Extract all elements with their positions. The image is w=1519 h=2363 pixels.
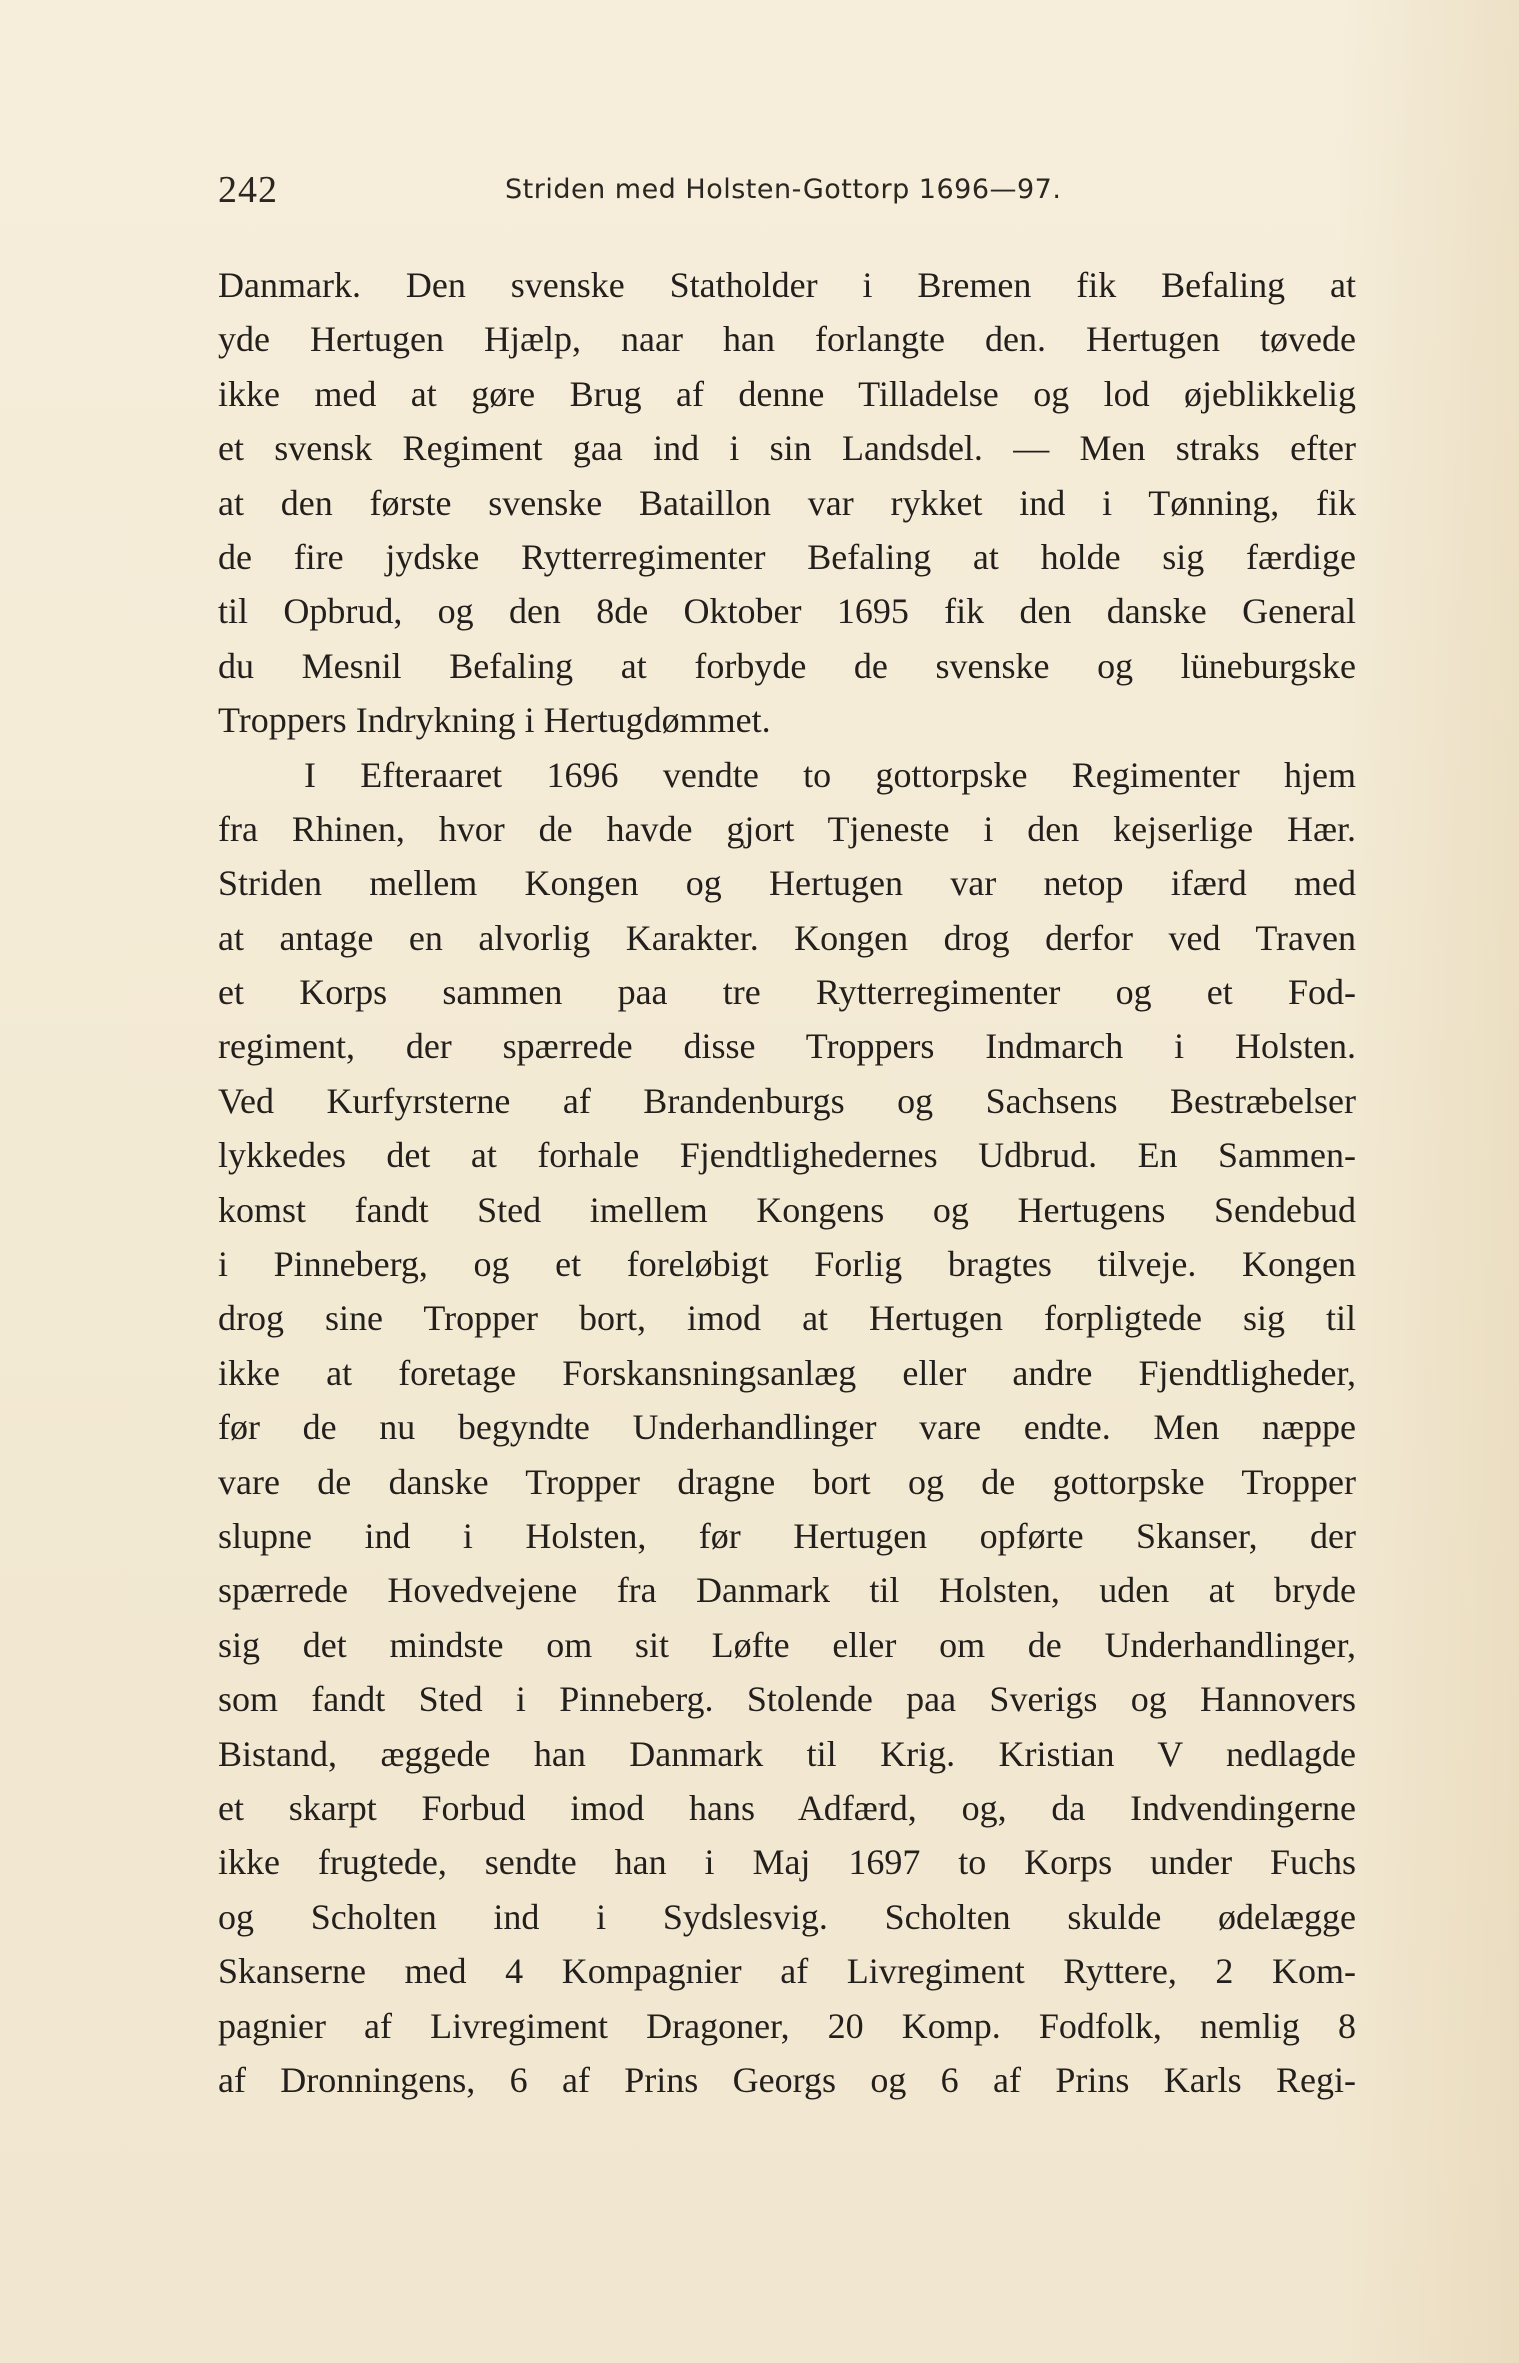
text-line: at antage en alvorlig Karakter. Kongen drog derfor ved Traven (218, 917, 1356, 958)
text-line: vare de danske Tropper dragne bort og de gottorpske Tropper (218, 1461, 1356, 1502)
text-line: drog sine Tropper bort, imod at Hertugen forpligtede sig til (218, 1298, 1356, 1339)
text-line: ikke med at gøre Brug af denne Tilladelse og lod øjeblikkelig (218, 373, 1356, 414)
text-line: sig det mindste om sit Løfte eller om de Underhandlinger, (218, 1624, 1356, 1665)
text-line: et Korps sammen paa tre Rytterregimenter og et Fod- (218, 972, 1356, 1013)
text-line: pagnier af Livregiment Dragoner, 20 Komp. Fodfolk, nemlig 8 (218, 2005, 1356, 2046)
text-line: før de nu begyndte Underhandlinger vare endte. Men næppe (218, 1407, 1356, 1448)
text-line: komst fandt Sted imellem Kongens og Hertugens Sendebud (218, 1189, 1356, 1230)
paragraph-start-line: I Efteraaret 1696 vendte to gottorpske Regimenter hjem (304, 754, 1356, 795)
text-line: Ved Kurfyrsterne af Brandenburgs og Sachsens Bestræbelser (218, 1080, 1356, 1121)
text-line: Striden mellem Kongen og Hertugen var netop ifærd med (218, 863, 1356, 904)
text-line: som fandt Sted i Pinneberg. Stolende paa Sverigs og Hannovers (218, 1679, 1356, 1720)
text-line: et skarpt Forbud imod hans Adfærd, og, da Indvendingerne (218, 1787, 1356, 1828)
text-line: lykkedes det at forhale Fjendtlighedernes Udbrud. En Sammen- (218, 1135, 1356, 1176)
text-line: yde Hertugen Hjælp, naar han forlangte den. Hertugen tøvede (218, 319, 1356, 360)
text-line: ikke at foretage Forskansningsanlæg eller andre Fjendtligheder, (218, 1352, 1356, 1393)
text-line: fra Rhinen, hvor de havde gjort Tjeneste i den kejserlige Hær. (218, 808, 1356, 849)
text-line: spærrede Hovedvejene fra Danmark til Holsten, uden at bryde (218, 1570, 1356, 1611)
text-line: af Dronningens, 6 af Prins Georgs og 6 af Prins Karls Regi- (218, 2059, 1356, 2100)
body-text (218, 258, 1356, 2107)
text-line: Skanserne med 4 Kompagnier af Livregiment Ryttere, 2 Kom- (218, 1951, 1356, 1992)
text-line: og Scholten ind i Sydslesvig. Scholten skulde ødelægge (218, 1896, 1356, 1937)
text-line: de fire jydske Rytterregimenter Befaling at holde sig færdige (218, 536, 1356, 577)
page-number: 242 (218, 169, 278, 211)
text-line: i Pinneberg, og et foreløbigt Forlig bragtes tilveje. Kongen (218, 1244, 1356, 1285)
text-line: et svensk Regiment gaa ind i sin Landsdel. — Men straks efter (218, 428, 1356, 469)
text-line: til Opbrud, og den 8de Oktober 1695 fik den danske General (218, 591, 1356, 632)
text-line: Troppers Indrykning i Hertugdømmet. (218, 700, 771, 741)
text-line: Danmark. Den svenske Statholder i Bremen fik Befaling at (218, 265, 1356, 305)
text-line: slupne ind i Holsten, før Hertugen opførte Skanser, der (218, 1515, 1356, 1556)
text-line: du Mesnil Befaling at forbyde de svenske og lüneburgske (218, 645, 1356, 686)
text-line: ikke frugtede, sendte han i Maj 1697 to Korps under Fuchs (218, 1842, 1356, 1883)
running-head (218, 168, 1358, 218)
text-line: at den første svenske Bataillon var rykket ind i Tønning, fik (218, 482, 1356, 523)
text-line: regiment, der spærrede disse Troppers Indmarch i Holsten. (218, 1026, 1356, 1067)
text-line: Bistand, æggede han Danmark til Krig. Kristian V nedlagde (218, 1733, 1356, 1774)
running-title: Striden med Holsten-Gottorp 1696—97. (505, 174, 1062, 205)
